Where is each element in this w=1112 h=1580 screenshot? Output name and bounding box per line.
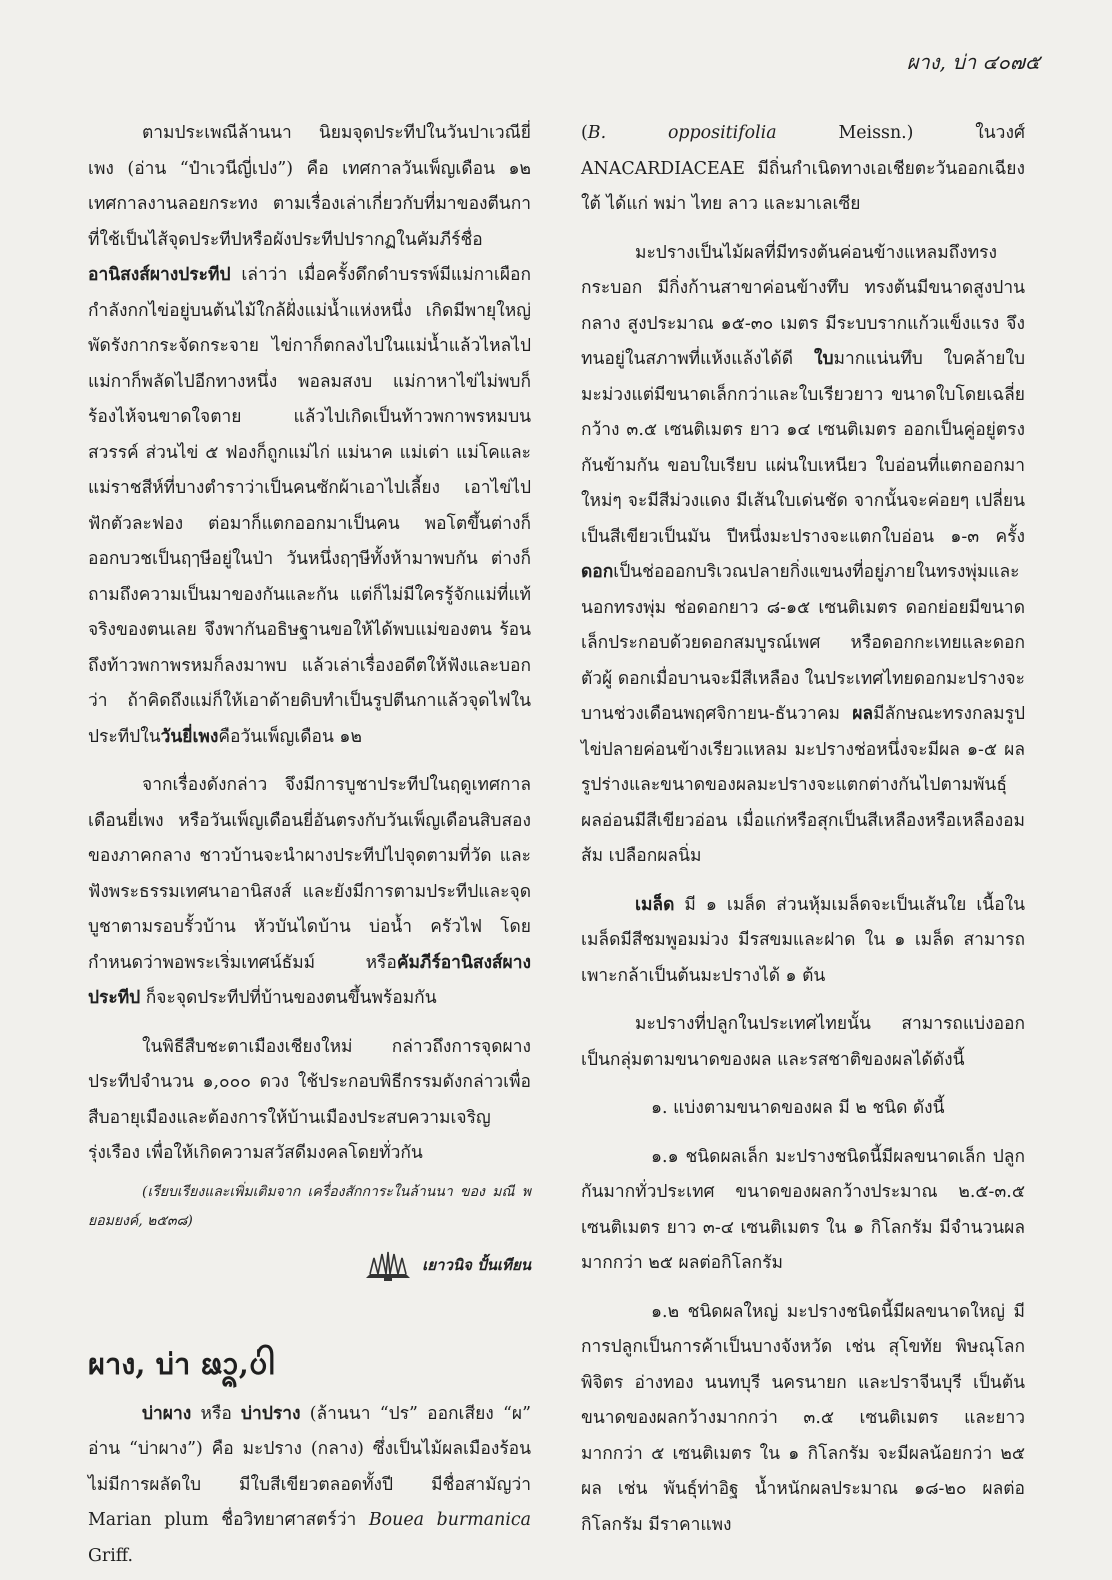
- paragraph: [88, 116, 531, 755]
- bold-text: บ่าปราง: [241, 1403, 301, 1424]
- text-run: คือวันเพ็ญเดือน ๑๒: [218, 726, 362, 747]
- text-run: Meissn.) ในวงศ์ ANACARDIACEAE มีถิ่นกำเนิดทางเอเชียตะวันออกเฉียงใต้ ได้แก่ พม่า ไทย ลาว และมาเลเซีย: [581, 123, 1025, 214]
- text-run: ก็จะจุดประทีปที่บ้านของตนขึ้นพร้อมกัน: [140, 988, 437, 1008]
- paragraph: [88, 768, 531, 1017]
- running-header: ผาง, บ่า ๔๐๗๕: [906, 50, 1040, 74]
- bold-text: วันยี่เพง: [160, 726, 219, 747]
- bold-text: บ่าผาง: [142, 1403, 192, 1424]
- text-run: (: [581, 123, 588, 143]
- bold-text: เมล็ด: [635, 894, 675, 915]
- text-run: เล่าว่า เมื่อครั้งดึกดำบรรพ์มีแม่กาเผือกกำลังกกไข่อยู่บนต้นไม้ใกล้ฝั่งแม่น้ำแห่งหนึ่ง เกิดมีพายุใหญ่พัดรังกากระจัดกระจาย ไข่กาก็ตกลงไปในแม่น้ำแล้วไหลไป แม่กาก็พลัดไปอีกทางหนึ่ง พอลมสงบ แม่กาหาไข่ไม่พบก็ร้องไห้จนขาดใจตาย แล้วไปเกิดเป็นท้าวพกาพรหมบนสวรรค์ ส่วนไข่ ๕ ฟองก็ถูกแม่ไก่ แม่นาค แม่เต่า แม่โคและแม่ราชสีห์ที่บางตำราว่าเป็นคนซักผ้าเอาไปเลี้ยง เอาไข่ไปฟักตัวละฟอง ต่อมาก็แตกออกมาเป็นคน พอโตขึ้นต่างก็ออกบวชเป็นฤๅษีอยู่ในป่า วันหนึ่งฤๅษีทั้งห้ามาพบกัน ต่างก็ถามถึงความเป็นมาของกันและกัน แต่ก็ไม่มีใครรู้จักแม่ที่แท้จริงของตนเลย จึงพากันอธิษฐานขอให้ได้พบแม่ของตน ร้อนถึงท้าวพกาพรหมก็ลงมาพบ แล้วเล่าเรื่องอดีตให้ฟังและบอกว่า ถ้าคิดถึงแม่ก็ให้เอาด้ายดิบทำเป็นรูปตีนกาแล้วจุดไฟในประทีปใน: [88, 265, 531, 747]
- paragraph: ในพิธีสืบชะตาเมืองเชียงใหม่ กล่าวถึงการจุดผางประทีปจำนวน ๑,๐๐๐ ดวง ใช้ประกอบพิธีกรรมดังกล่าวเพื่อสืบอายุเมืองและต้องการให้บ้านเมืองประสบความเจริญรุ่งเรือง เพื่อให้เกิดความสวัสดีมงคลโดยทั่วกัน: [88, 1036, 531, 1163]
- citation: (เรียบเรียงและเพิ่มเติมจาก เครื่องสักการะในล้านนา ของ มณี พยอมยงค์, ๒๕๓๘): [88, 1183, 531, 1229]
- text-run: Griff.: [88, 1545, 134, 1566]
- list-heading: ๑. แบ่งตามขนาดของผล มี ๒ ชนิด ดังนี้: [651, 1098, 945, 1118]
- left-column: [88, 116, 531, 1574]
- text-run: ตามประเพณีล้านนา นิยมจุดประทีปในวันปาเวณียี่เพง (อ่าน “ป๋าเวนีญี่เปง”) คือ เทศกาลวันเพ็ญเดือน ๑๒ เทศกาลงานลอยกระทง ตามเรื่องเล่าเกี่ยวกับที่มาของตีนกาที่ใช้เป็นไส้จุดประทีปหรือผังประทีปปรากฏในคัมภีร์ชื่อ: [88, 123, 531, 250]
- paragraph: มะปรางที่ปลูกในประเทศไทยนั้น สามารถแบ่งออกเป็นกลุ่มตามขนาดของผล และรสชาติของผลได้ดังนี้: [581, 1014, 1025, 1070]
- author-signature: [88, 1246, 531, 1286]
- italic-text: B. oppositifolia: [587, 123, 777, 143]
- bold-text: อานิสงส์ผางประทีป: [88, 265, 231, 285]
- bold-text: ดอก: [581, 562, 614, 582]
- text-run: เป็นช่อออกบริเวณปลายกิ่งแขนงที่อยู่ภายในทรงพุ่มและนอกทรงพุ่ม ช่อดอกยาว ๘-๑๕ เซนติเมตร ดอกย่อยมีขนาดเล็กประกอบด้วยดอกสมบูรณ์เพศ หรือดอกกะเทยและดอกตัวผู้ ดอกเมื่อบานจะมีสีเหลือง ในประเทศไทยดอกมะปรางจะบานช่วงเดือนพฤศจิกายน-ธันวาคม: [581, 562, 1025, 724]
- text-run: จากเรื่องดังกล่าว จึงมีการบูชาประทีปในฤดูเทศกาลเดือนยี่เพง หรือวันเพ็ญเดือนยี่อันตรงกับวันเพ็ญเดือนสิบสองของภาคกลาง ชาวบ้านจะนำผางประทีปไปจุดตามที่วัด และฟังพระธรรมเทศนาอานิสงส์ และยังมีการตามประทีปและจุดบูชาตามรอบรั้วบ้าน หัวบันไดบ้าน บ่อน้ำ ครัวไฟ โดยกำหนดว่าพอพระเริ่มเทศน์ธัมม์ หรือ: [88, 775, 531, 973]
- right-column: [581, 116, 1025, 1543]
- bold-text: คัมภีร์อานิสงส์ผางประทีป: [88, 952, 531, 1008]
- bold-text: ผล: [852, 704, 874, 724]
- text-run: (ล้านนา “ปร” ออกเสียง “ผ” อ่าน “บ่าผาง”) คือ มะปราง (กลาง) ซึ่งเป็นไม้ผลเมืองร้อน ไม่มีการผลัดใบ มีใบสีเขียวตลอดทั้งปี มีชื่อสามัญว่า Marian plum ชื่อวิทยาศาสตร์ว่า: [88, 1403, 531, 1530]
- paragraph: [581, 236, 1025, 875]
- list-item: ๑.๒ ชนิดผลใหญ่ มะปรางชนิดนี้มีผลขนาดใหญ่ มีการปลูกเป็นการค้าเป็นบางจังหวัด เช่น สุโขทัย พิษณุโลก พิจิตร อ่างทอง นนทบุรี นครนายก และปราจีนบุรี เป็นต้น ขนาดของผลกว้างมากกว่า ๓.๕ เซนติเมตร และยาวมากกว่า ๕ เซนติเมตร ใน ๑ กิโลกรัม จะมีผลน้อยกว่า ๒๕ ผล เช่น พันธุ์ท่าอิฐ น้ำหนักผลประมาณ ๑๘-๒๐ ผลต่อกิโลกรัม มีราคาแพง: [581, 1301, 1025, 1535]
- paragraph: [581, 116, 1025, 223]
- paragraph: [88, 1397, 531, 1575]
- text-run: มากแน่นทึบ ใบคล้ายใบมะม่วงแต่มีขนาดเล็กกว่าและใบเรียวยาว ขนาดใบโดยเฉลี่ยกว้าง ๓.๕ เซนติเมตร ยาว ๑๔ เซนติเมตร ออกเป็นคู่อยู่ตรงกันข้ามกัน ขอบใบเรียบ แผ่นใบเหนียว ใบอ่อนที่แตกออกมาใหม่ๆ จะมีสีม่วงแดง มีเส้นใบเด่นชัด จากนั้นจะค่อยๆ เปลี่ยนเป็นสีเขียวเป็นมัน ปีหนึ่งมะปรางจะแตกใบอ่อน ๑-๓ ครั้ง: [581, 349, 1025, 547]
- paragraph: [581, 888, 1025, 995]
- ornament-icon: [362, 1250, 414, 1282]
- author-name: เยาวนิจ ปั้นเทียน: [422, 1255, 531, 1274]
- entry-title: ผาง, บ่า ᨹᩣ᩠ᨦ,ᨷ᩵ᩤ: [88, 1346, 276, 1381]
- text-run: มะปรางเป็นไม้ผลที่มีทรงต้นค่อนข้างแหลมถึงทรงกระบอก มีกิ่งก้านสาขาค่อนข้างทึบ ทรงต้นมีขนาดสูงปานกลาง สูงประมาณ ๑๕-๓๐ เมตร มีระบบรากแก้วแข็งแรง จึงทนอยู่ในสภาพที่แห้งแล้งได้ดี: [581, 242, 1025, 369]
- text-run: มี ๑ เมล็ด ส่วนหุ้มเมล็ดจะเป็นเส้นใย เนื้อในเมล็ดมีสีชมพูอมม่วง มีรสขมและฝาด ใน ๑ เมล็ด สามารถเพาะกล้าเป็นต้นมะปรางได้ ๑ ต้น: [581, 894, 1025, 986]
- text-run: หรือ: [191, 1403, 242, 1424]
- text-run: มีลักษณะทรงกลมรูปไข่ปลายค่อนข้างเรียวแหลม มะปรางช่อหนึ่งจะมีผล ๑-๕ ผล รูปร่างและขนาดของผลมะปรางจะแตกต่างกันไปตามพันธุ์ ผลอ่อนมีสีเขียวอ่อน เมื่อแก่หรือสุกเป็นสีเหลืองหรือเหลืองอมส้ม เปลือกผลนิ่ม: [581, 704, 1025, 866]
- list-item: ๑.๑ ชนิดผลเล็ก มะปรางชนิดนี้มีผลขนาดเล็ก ปลูกกันมากทั่วประเทศ ขนาดของผลกว้างประมาณ ๒.๕-๓.๕ เซนติเมตร ยาว ๓-๔ เซนติเมตร ใน ๑ กิโลกรัม มีจำนวนผลมากกว่า ๒๕ ผลต่อกิโลกรัม: [581, 1146, 1025, 1273]
- italic-text: Bouea burmanica: [368, 1510, 531, 1530]
- bold-text: ใบ: [813, 349, 834, 369]
